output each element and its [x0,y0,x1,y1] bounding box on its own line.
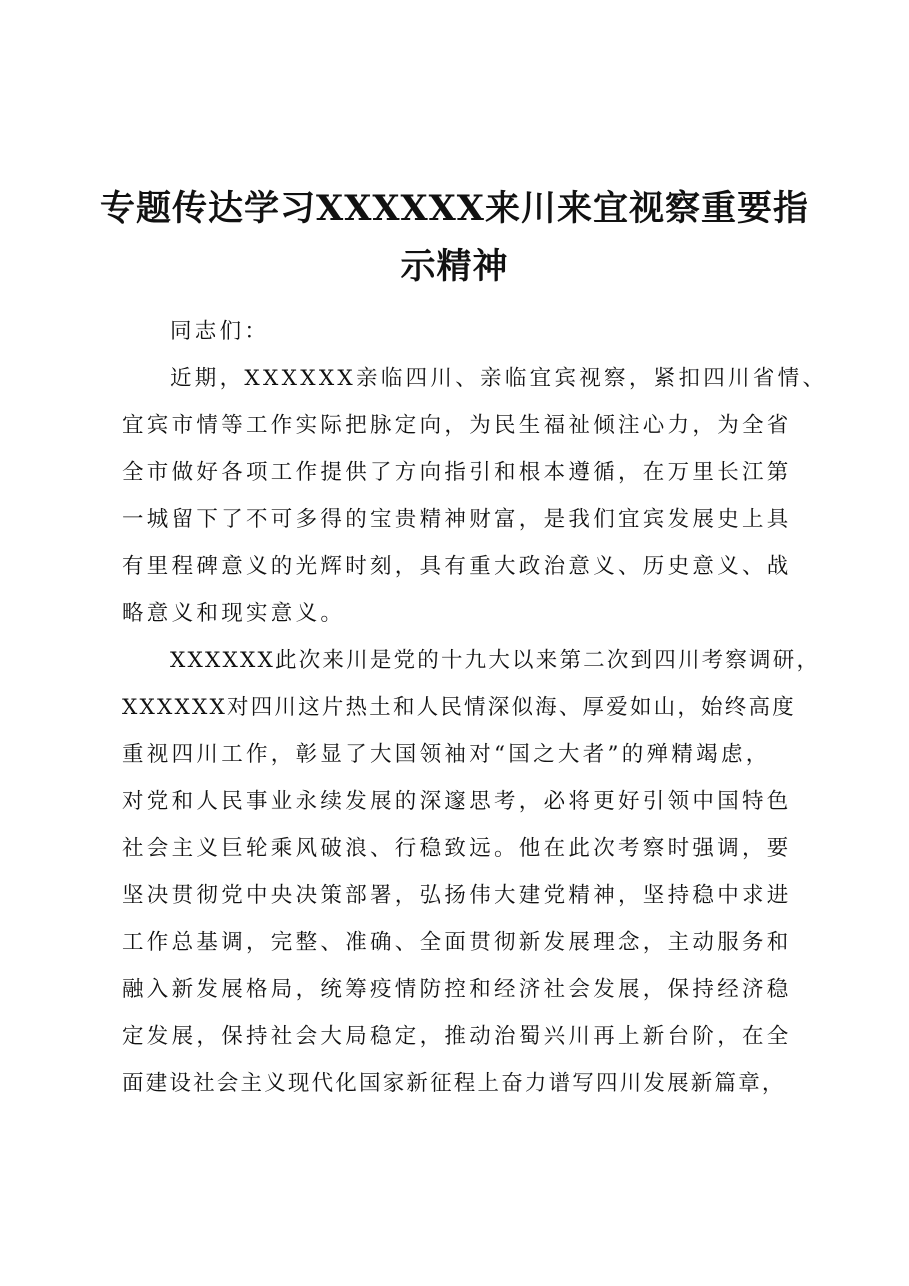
paragraph-2-line-6: 坚决贯彻党中央决策部署，弘扬伟大建党精神，坚持稳中求进 [122,883,792,908]
paragraph-1-line-3: 全市做好各项工作提供了方向指引和根本遵循，在万里长江第 [122,460,792,485]
paragraph-2-line-8: 融入新发展格局，统筹疫情防控和经济社会发展，保持经济稳 [122,977,792,1002]
paragraph-1 [122,355,828,637]
salutation: 同志们： [170,319,270,344]
paragraph-1-line-4: 一城留下了不可多得的宝贵精神财富，是我们宜宾发展史上具 [122,507,792,532]
title-line-1: 专题传达学习XXXXXX来川来宜视察重要指 [100,188,809,229]
paragraph-1-line-1: 近期，XXXXXX亲临四川、亲临宜宾视察，紧扣四川省情、 [170,366,828,391]
paragraph-2-line-7: 工作总基调，完整、准确、全面贯彻新发展理念，主动服务和 [122,930,792,955]
paragraph-2-line-10: 面建设社会主义现代化国家新征程上奋力谱写四川发展新篇章， [122,1071,786,1096]
document-body [122,308,828,1107]
paragraph-2-line-9: 定发展，保持社会大局稳定，推动治蜀兴川再上新台阶，在全 [122,1024,792,1049]
paragraph-2-line-4: 对党和人民事业永续发展的深邃思考，必将更好引领中国特色 [122,789,792,814]
document-title [100,180,809,296]
paragraph-2-line-1: XXXXXX此次来川是党的十九大以来第二次到四川考察调研， [170,648,821,673]
paragraph-2-line-5: 社会主义巨轮乘风破浪、行稳致远。他在此次考察时强调，要 [122,836,792,861]
paragraph-1-line-6: 略意义和现实意义。 [122,601,346,626]
paragraph-2-line-2: XXXXXX对四川这片热土和人民情深似海、厚爱如山，始终高度 [122,695,796,720]
title-line-2: 示精神 [400,246,509,287]
paragraph-2-line-3: 重视四川工作，彰显了大国领袖对“国之大者”的殚精竭虑， [122,742,771,767]
paragraph-2 [122,637,821,1107]
paragraph-1-line-2: 宜宾市情等工作实际把脉定向，为民生福祉倾注心力，为全省 [122,413,792,438]
paragraph-1-line-5: 有里程碑意义的光辉时刻，具有重大政治意义、历史意义、战 [122,554,792,579]
